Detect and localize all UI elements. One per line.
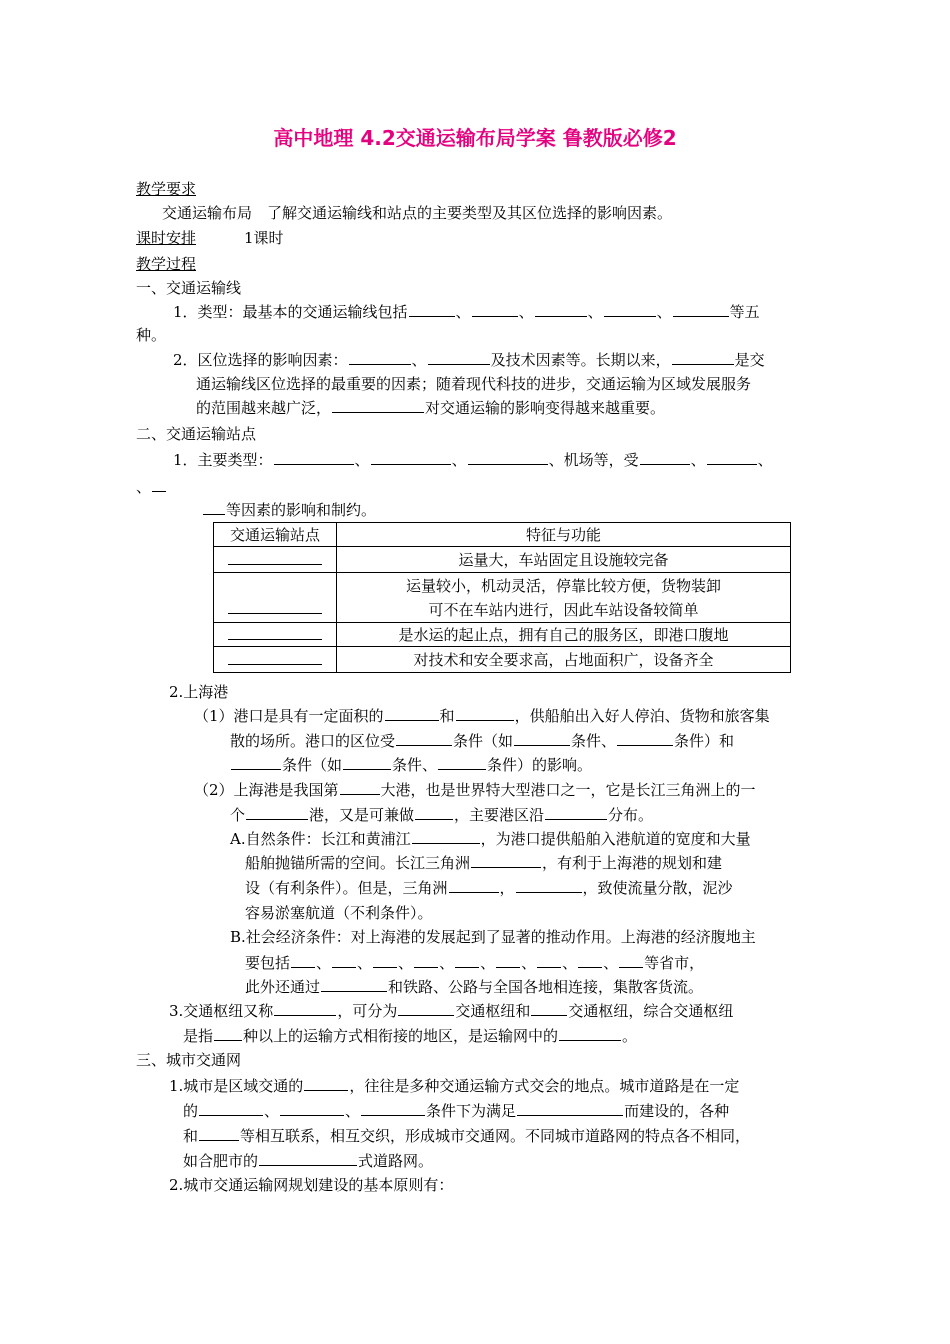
part3-q1-line4 (183, 1151, 433, 1171)
q-text: 等五 (729, 303, 760, 321)
part3-q1-line2: 的 、 、 条件下为满足 而建设的，各种 (183, 1102, 730, 1120)
q-text: 1.城市是区域交通的 (169, 1077, 304, 1095)
q-text: ，主要港区沿 (454, 806, 545, 824)
port-p1-line2 (230, 731, 734, 751)
q-text: 种以上的运输方式相衔接的地区，是运输网中的 (243, 1027, 559, 1045)
part1-q2-line3 (196, 398, 665, 418)
q-text: 式道路网。 (358, 1152, 434, 1170)
q-text: 和 (439, 707, 455, 725)
q-text: 等因素的影响和制约。 (226, 501, 377, 519)
q-text: 港，又是可兼做 (309, 806, 415, 824)
table-header-station: 交通运输站点 (214, 523, 337, 547)
q-text: 条件）和 (674, 732, 735, 750)
teaching-requirements-heading: 教学要求 (136, 180, 197, 198)
q-text: 设（有利条件）。但是，三角洲 (245, 879, 448, 897)
table-row (214, 623, 791, 647)
social-conditions-line1: B.社会经济条件：对上海港的发展起到了显著的推动作用。上海港的经济腹地主 (230, 928, 756, 946)
table-header-feature: 特征与功能 (337, 523, 791, 547)
part2-heading: 二、交通运输站点 (136, 425, 257, 443)
social-conditions-line3 (245, 977, 703, 997)
part1-heading: 一、交通运输线 (136, 279, 242, 297)
table-cell-line: 可不在车站内进行，因此车站设备较简单 (428, 600, 699, 619)
natural-conditions-line3 (245, 878, 733, 898)
part2-q1-line1: 1．主要类型： 、 、 、机场等，受 、 、 (173, 451, 773, 469)
q-text: 、机场等，受 (548, 451, 639, 469)
q-text: 要包括 (245, 954, 291, 972)
q-text: A.自然条件：长江和黄浦江 (230, 830, 411, 848)
port-p2-line2 (230, 805, 653, 825)
q-text: 散的场所。港口的区位受 (230, 732, 396, 750)
q-text: 和 (183, 1127, 199, 1145)
q-text: 对交通运输的影响变得越来越重要。 (425, 399, 666, 417)
table-cell-line: 运量较小，机动灵活，停靠比较方便，货物装卸 (405, 576, 721, 595)
q-text: 个 (230, 806, 246, 824)
table-blank-cell (214, 547, 337, 573)
table-blank-cell (214, 573, 337, 623)
table-cell: 运量大，车站固定且设施较完备 (337, 547, 791, 573)
part2-q3-line2 (183, 1026, 637, 1046)
q-text: ，供船舶出入好人停泊、货物和旅客集 (514, 707, 770, 725)
q-text: 交通枢纽，综合交通枢纽 (568, 1002, 734, 1020)
q-text: 条件下为满足 (426, 1102, 517, 1120)
q-text: 。 (622, 1027, 638, 1045)
part1-q1-line2: 种。 (136, 326, 167, 344)
q-text: 船舶抛锚所需的空间。长江三角洲 (245, 854, 471, 872)
q-text: 是交 (734, 351, 765, 369)
part3-q2: 2.城市交通运输网规划建设的基本原则有： (169, 1176, 454, 1194)
q-text: ，往往是多种交通运输方式交会的地点。城市道路是在一定 (349, 1077, 740, 1095)
part3-heading: 三、城市交通网 (136, 1051, 242, 1069)
q-text: 条件、 (571, 732, 617, 750)
q-text: （2）上海港是我国第 (194, 781, 339, 799)
table-blank-cell (214, 623, 337, 647)
q-text: 及技术因素等。长期以来， (490, 351, 671, 369)
part1-q2-line2: 通运输线区位选择的最重要的因素；随着现代科技的进步，交通运输为区域发展服务 (196, 375, 752, 393)
q-text: 和铁路、公路与全国各地相连接，集散客货流。 (388, 978, 704, 996)
q-text: 此外还通过 (245, 978, 321, 996)
q-text: 是指 (183, 1027, 214, 1045)
shanghai-port-heading: 2.上海港 (169, 683, 229, 701)
part2-q3-line1 (169, 1001, 733, 1021)
schedule-line (136, 228, 284, 248)
table-row (214, 573, 791, 623)
q-text: 交通枢纽和 (455, 1002, 531, 1020)
table-row (214, 647, 791, 673)
part3-q1-line3 (183, 1126, 750, 1146)
q-text: 如合肥市的 (183, 1152, 259, 1170)
q-text: ，有利于上海港的规划和建 (542, 854, 723, 872)
schedule-value: 1课时 (244, 229, 284, 247)
natural-conditions-line2 (245, 853, 722, 873)
q-text: 1．类型：最基本的交通运输线包括 (173, 303, 408, 321)
q-text: （1）港口是具有一定面积的 (194, 707, 384, 725)
port-p1-line3 (230, 755, 592, 775)
table-cell: 是水运的起止点，拥有自己的服务区，即港口腹地 (337, 623, 791, 647)
natural-conditions-line1 (230, 829, 751, 849)
q-text: 条件、 (392, 756, 438, 774)
table-cell (337, 573, 791, 623)
q-text: 条件（如 (453, 732, 514, 750)
q-text: 分布。 (608, 806, 654, 824)
q-text: 1．主要类型： (173, 451, 273, 469)
part2-q1-line2 (202, 500, 376, 520)
q-text: 的 (183, 1102, 199, 1120)
station-table (213, 522, 791, 673)
q-text: 的范围越来越广泛， (196, 399, 332, 417)
q-text: ，致使流量分散，泥沙 (582, 879, 733, 897)
part1-q1-line1: 1．类型：最基本的交通运输线包括 、 、 、 、 等五 (173, 303, 760, 321)
q-text: 条件（如 (282, 756, 343, 774)
natural-conditions-line4: 容易淤塞航道（不利条件）。 (245, 904, 433, 922)
part2-q1-continuation: 、 (136, 477, 167, 497)
schedule-heading: 课时安排 (136, 229, 197, 247)
q-text: ，可分为 (337, 1002, 398, 1020)
q-text: 等相互联系，相互交织，形成城市交通网。不同城市道路网的特点各不相同， (240, 1127, 751, 1145)
table-header-row (214, 523, 791, 547)
social-conditions-line2: 要包括 、 、 、 、 、 、 、 、 等省市， (245, 954, 705, 972)
table-row (214, 547, 791, 573)
teaching-process-heading: 教学过程 (136, 255, 197, 273)
port-p1-line1 (194, 706, 770, 726)
teaching-requirements-text: 交通运输布局 了解交通运输线和站点的主要类型及其区位选择的影响因素。 (162, 204, 673, 222)
q-text: 2．区位选择的影响因素： (173, 351, 348, 369)
part3-q1-line1 (169, 1076, 739, 1096)
q-text: 而建设的，各种 (624, 1102, 730, 1120)
q-text: 3.交通枢纽又称 (169, 1002, 274, 1020)
q-text: 等省市， (644, 954, 705, 972)
q-text: 大港，也是世界特大型港口之一，它是长江三角洲上的一 (380, 781, 756, 799)
table-cell: 对技术和安全要求高，占地面积广，设备齐全 (337, 647, 791, 673)
part1-q2-line1: 2．区位选择的影响因素： 、 及技术因素等。长期以来， 是交 (173, 351, 765, 369)
q-text: 条件）的影响。 (487, 756, 593, 774)
document-title: 高中地理 4.2交通运输布局学案 鲁教版必修2 (273, 126, 677, 150)
q-text: ，为港口提供船舶入港航道的宽度和大量 (480, 830, 751, 848)
q-text: ， (499, 879, 515, 897)
port-p2-line1 (194, 780, 756, 800)
table-blank-cell (214, 647, 337, 673)
